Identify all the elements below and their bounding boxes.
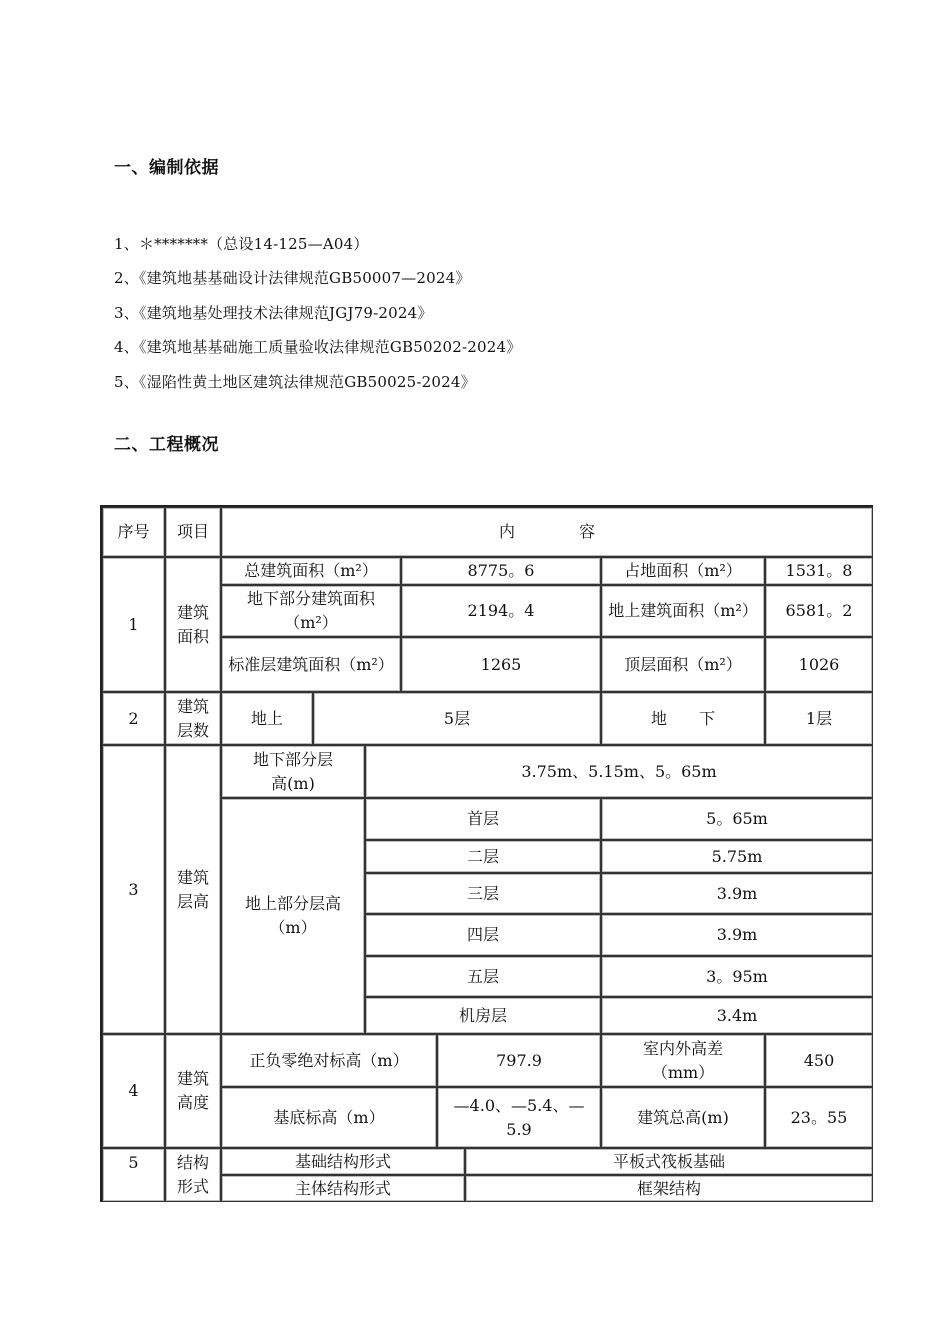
floor-height: 5。65m — [601, 798, 873, 840]
row1-no: 1 — [102, 557, 165, 692]
floor-height: 5.75m — [601, 840, 873, 873]
main-structure-label: 主体结构形式 — [221, 1175, 465, 1202]
section-heading-overview: 二、工程概况 — [114, 435, 219, 455]
total-height-value: 23。55 — [765, 1087, 873, 1148]
below-floors-label: 地 下 — [601, 692, 765, 745]
reference-item: 5、《湿陷性黄土地区建筑法律规范GB50025-2024》 — [114, 373, 476, 391]
above-floors-label: 地上 — [221, 692, 313, 745]
base-elevation-value: —4.0、—5.4、—5.9 — [437, 1087, 601, 1148]
aboveground-height-label: 地上部分层高（m） — [221, 798, 365, 1034]
top-floor-value: 1026 — [765, 637, 873, 692]
reference-item: 4、《建筑地基基础施工质量验收法律规范GB50202-2024》 — [114, 338, 522, 356]
underground-area-label: 地下部分建筑面积（m²） — [221, 585, 401, 637]
main-structure-value: 框架结构 — [465, 1175, 873, 1202]
row5-no: 5 — [102, 1148, 165, 1202]
floor-height: 3.4m — [601, 997, 873, 1034]
row3-item: 建筑层高 — [165, 745, 221, 1034]
underground-height-label: 地下部分层高(m) — [221, 745, 365, 798]
row4-no: 4 — [102, 1034, 165, 1148]
reference-item: 1、＊*******（总设14-125—A04） — [114, 235, 369, 253]
row5-item: 结构形式 — [165, 1148, 221, 1202]
land-area-value: 1531。8 — [765, 557, 873, 585]
floor-name: 机房层 — [365, 997, 601, 1034]
floor-height: 3.9m — [601, 873, 873, 914]
below-floors-value: 1层 — [765, 692, 873, 745]
header-item: 项目 — [165, 507, 221, 557]
underground-area-value: 2194。4 — [401, 585, 601, 637]
total-area-value: 8775。6 — [401, 557, 601, 585]
zero-elevation-label: 正负零绝对标高（m） — [221, 1034, 437, 1087]
aboveground-area-value: 6581。2 — [765, 585, 873, 637]
foundation-type-value: 平板式筏板基础 — [465, 1148, 873, 1175]
row1-item: 建筑面积 — [165, 557, 221, 692]
project-overview-table — [100, 505, 873, 1202]
row4-item: 建筑高度 — [165, 1034, 221, 1148]
row2-item: 建筑层数 — [165, 692, 221, 745]
reference-item: 3、《建筑地基处理技术法律规范JGJ79-2024》 — [114, 304, 433, 322]
floor-name: 首层 — [365, 798, 601, 840]
header-no: 序号 — [102, 507, 165, 557]
zero-elevation-value: 797.9 — [437, 1034, 601, 1087]
standard-floor-label: 标准层建筑面积（m²） — [221, 637, 401, 692]
floor-name: 二层 — [365, 840, 601, 873]
foundation-type-label: 基础结构形式 — [221, 1148, 465, 1175]
aboveground-area-label: 地上建筑面积（m²） — [601, 585, 765, 637]
base-elevation-label: 基底标高（m） — [221, 1087, 437, 1148]
total-height-label: 建筑总高(m) — [601, 1087, 765, 1148]
floor-height: 3.9m — [601, 914, 873, 956]
row2-no: 2 — [102, 692, 165, 745]
section-heading-basis: 一、编制依据 — [114, 158, 219, 178]
reference-item: 2、《建筑地基基础设计法律规范GB50007—2024》 — [114, 269, 471, 287]
total-area-label: 总建筑面积（m²） — [221, 557, 401, 585]
header-content: 内 容 — [221, 507, 873, 557]
land-area-label: 占地面积（m²） — [601, 557, 765, 585]
top-floor-label: 顶层面积（m²） — [601, 637, 765, 692]
above-floors-value: 5层 — [313, 692, 601, 745]
underground-height-value: 3.75m、5.15m、5。65m — [365, 745, 873, 798]
floor-name: 四层 — [365, 914, 601, 956]
floor-height: 3。95m — [601, 956, 873, 997]
floor-name: 五层 — [365, 956, 601, 997]
floor-name: 三层 — [365, 873, 601, 914]
height-difference-value: 450 — [765, 1034, 873, 1087]
height-difference-label: 室内外高差（mm） — [601, 1034, 765, 1087]
standard-floor-value: 1265 — [401, 637, 601, 692]
row3-no: 3 — [102, 745, 165, 1034]
